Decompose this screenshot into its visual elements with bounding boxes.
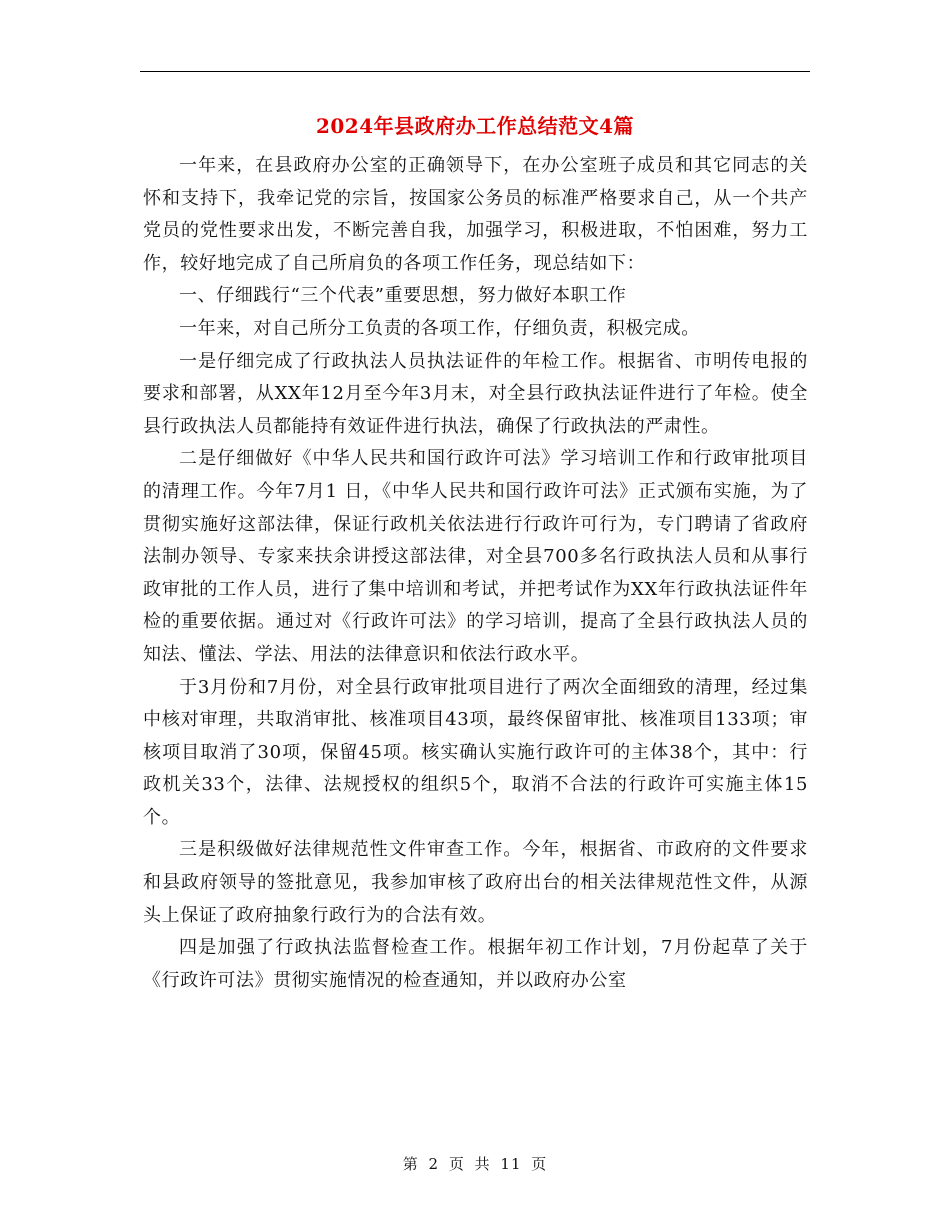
document-body [143, 150, 808, 997]
footer-prefix: 第 [402, 1155, 419, 1173]
paragraph-2: 一、仔细践行“三个代表”重要思想，努力做好本职工作 [179, 285, 627, 307]
footer-middle-2: 页 [531, 1155, 548, 1173]
document-title: 2024年县政府办工作总结范文4篇 [315, 114, 635, 138]
paragraph-1: 一年来，在县政府办公室的正确领导下，在办公室班子成员和其它同志的关怀和支持下，我牵记党的宗旨，按国家公务员的标准严格要求自己，从一个共产党员的党性要求出发，不断完善自我，加强学习，积极进取，不怕困难，努力工作，较好地完成了自己所肩负的各项工作任务，现总结如下： [143, 155, 808, 274]
paragraph-6: 于3月份和7月份，对全县行政审批项目进行了两次全面细致的清理，经过集中核对审理，共取消审批、核准项目43项，最终保留审批、核准项目133项；审核项目取消了30项，保留45项。核实确认实施行政许可的主体38个，其中：行政机关33个，法律、法规授权的组织5个，取消不合法的行政许可实施主体15个。 [143, 676, 808, 828]
footer-page-number: 2 [428, 1155, 440, 1173]
page-footer [140, 1153, 810, 1175]
footer-middle-1: 页 [448, 1155, 465, 1173]
paragraph-4: 一是仔细完成了行政执法人员执法证件的年检工作。根据省、市明传电报的要求和部署，从XX年12月至今年3月末，对全县行政执法证件进行了年检。使全县行政执法人员都能持有效证件进行执法，确保了行政执法的严肃性。 [143, 350, 808, 437]
footer-total-pages: 11 [500, 1155, 522, 1173]
paragraph-3: 一年来，对自己所分工负责的各项工作，仔细负责，积极完成。 [179, 317, 700, 339]
header-rule [140, 71, 810, 72]
footer-total-label: 共 [474, 1155, 491, 1173]
paragraph-8: 四是加强了行政执法监督检查工作。根据年初工作计划，7月份起草了关于《行政许可法》贯彻实施情况的检查通知，并以政府办公室 [143, 937, 808, 991]
paragraph-5: 二是仔细做好《中华人民共和国行政许可法》学习培训工作和行政审批项目的清理工作。今年7月1 日，《中华人民共和国行政许可法》正式颁布实施，为了贯彻实施好这部法律，保证行政机关依法进行行政许可行为，专门聘请了省政府法制办领导、专家来扶余讲授这部法律，对全县700多名行政执法人员和从事行政审批的工作人员，进行了集中培训和考试，并把考试作为XX年行政执法证件年检的重要依据。通过对《行政许可法》的学习培训，提高了全县行政执法人员的知法、懂法、学法、用法的法律意识和依法行政水平。 [143, 448, 808, 665]
paragraph-7: 三是积级做好法律规范性文件审查工作。今年，根据省、市政府的文件要求和县政府领导的签批意见，我参加审核了政府出台的相关法律规范性文件，从源头上保证了政府抽象行政行为的合法有效。 [143, 839, 808, 926]
